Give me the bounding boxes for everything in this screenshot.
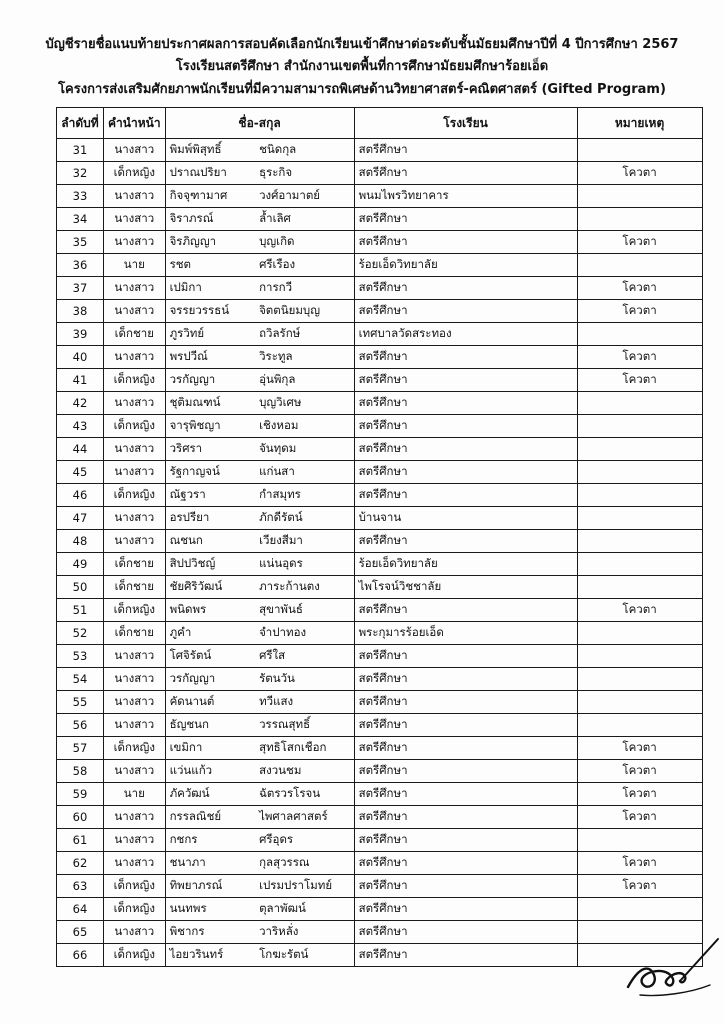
row-prefix: นางสาว bbox=[104, 530, 166, 553]
row-remark bbox=[577, 254, 702, 277]
table-row bbox=[57, 783, 703, 806]
row-school: สตรีศึกษา bbox=[354, 461, 577, 484]
row-last-name: ฉัตรวรโรจน bbox=[255, 783, 354, 806]
row-prefix: นางสาว bbox=[104, 806, 166, 829]
row-school: สตรีศึกษา bbox=[354, 599, 577, 622]
row-remark bbox=[577, 438, 702, 461]
row-remark bbox=[577, 530, 702, 553]
row-last-name: ธุระกิจ bbox=[255, 162, 354, 185]
row-last-name: เปรมปราโมทย์ bbox=[255, 875, 354, 898]
row-prefix: เด็กหญิง bbox=[104, 875, 166, 898]
row-number: 60 bbox=[57, 806, 104, 829]
row-school: สตรีศึกษา bbox=[354, 944, 577, 967]
row-first-name: จิรภิญญา bbox=[165, 231, 255, 254]
row-remark bbox=[577, 898, 702, 921]
row-remark: โควตา bbox=[577, 346, 702, 369]
table-row bbox=[57, 576, 703, 599]
table-row bbox=[57, 323, 703, 346]
row-prefix: นางสาว bbox=[104, 921, 166, 944]
row-remark: โควตา bbox=[577, 231, 702, 254]
row-prefix: เด็กหญิง bbox=[104, 162, 166, 185]
table-row bbox=[57, 415, 703, 438]
row-remark bbox=[577, 645, 702, 668]
row-last-name: สงวนชม bbox=[255, 760, 354, 783]
row-prefix: นางสาว bbox=[104, 714, 166, 737]
row-prefix: นางสาว bbox=[104, 829, 166, 852]
table-row bbox=[57, 691, 703, 714]
header-prefix: คำนำหน้า bbox=[104, 108, 166, 139]
row-prefix: นางสาว bbox=[104, 208, 166, 231]
row-prefix: นาย bbox=[104, 254, 166, 277]
row-number: 57 bbox=[57, 737, 104, 760]
row-first-name: ชุติมณฑน์ bbox=[165, 392, 255, 415]
row-last-name: บุญเกิด bbox=[255, 231, 354, 254]
row-remark bbox=[577, 576, 702, 599]
row-school: สตรีศึกษา bbox=[354, 415, 577, 438]
table-row bbox=[57, 599, 703, 622]
row-prefix: นางสาว bbox=[104, 300, 166, 323]
row-first-name: กรรลณิชย์ bbox=[165, 806, 255, 829]
table-row bbox=[57, 645, 703, 668]
row-number: 53 bbox=[57, 645, 104, 668]
row-first-name: รัฐกาญจน์ bbox=[165, 461, 255, 484]
row-number: 45 bbox=[57, 461, 104, 484]
table-row bbox=[57, 438, 703, 461]
row-remark: โควตา bbox=[577, 300, 702, 323]
row-number: 35 bbox=[57, 231, 104, 254]
row-first-name: เปมิกา bbox=[165, 277, 255, 300]
row-number: 32 bbox=[57, 162, 104, 185]
row-first-name: เขมิกา bbox=[165, 737, 255, 760]
table-header-row bbox=[57, 108, 703, 139]
row-prefix: นางสาว bbox=[104, 139, 166, 162]
row-first-name: ภัควัฒน์ bbox=[165, 783, 255, 806]
row-last-name: ศรีเรือง bbox=[255, 254, 354, 277]
row-remark: โควตา bbox=[577, 369, 702, 392]
table-row bbox=[57, 369, 703, 392]
row-last-name: กำสมุทร bbox=[255, 484, 354, 507]
row-last-name: วาริหลั่ง bbox=[255, 921, 354, 944]
row-school: สตรีศึกษา bbox=[354, 691, 577, 714]
row-prefix: เด็กชาย bbox=[104, 622, 166, 645]
row-school: บ้านจาน bbox=[354, 507, 577, 530]
row-first-name: คัดนานต์ bbox=[165, 691, 255, 714]
row-first-name: จารุพิชญา bbox=[165, 415, 255, 438]
row-last-name: ศรีอุดร bbox=[255, 829, 354, 852]
row-remark bbox=[577, 484, 702, 507]
row-number: 41 bbox=[57, 369, 104, 392]
row-remark bbox=[577, 507, 702, 530]
row-last-name: ตุลาพัฒน์ bbox=[255, 898, 354, 921]
row-school: สตรีศึกษา bbox=[354, 208, 577, 231]
table-row bbox=[57, 622, 703, 645]
row-first-name: ปราณปริยา bbox=[165, 162, 255, 185]
row-number: 56 bbox=[57, 714, 104, 737]
row-school: สตรีศึกษา bbox=[354, 737, 577, 760]
row-school: สตรีศึกษา bbox=[354, 346, 577, 369]
row-last-name: โกฆะรัตน์ bbox=[255, 944, 354, 967]
row-last-name: ถวิลรักษ์ bbox=[255, 323, 354, 346]
signature-icon bbox=[620, 935, 720, 1005]
row-school: สตรีศึกษา bbox=[354, 530, 577, 553]
student-list-table bbox=[56, 107, 703, 967]
row-first-name: โศจิรัตน์ bbox=[165, 645, 255, 668]
row-school: สตรีศึกษา bbox=[354, 898, 577, 921]
row-first-name: ทิพยาภรณ์ bbox=[165, 875, 255, 898]
row-last-name: จำปาทอง bbox=[255, 622, 354, 645]
row-number: 50 bbox=[57, 576, 104, 599]
row-first-name: วริศรา bbox=[165, 438, 255, 461]
row-remark: โควตา bbox=[577, 852, 702, 875]
row-prefix: นางสาว bbox=[104, 852, 166, 875]
table-row bbox=[57, 254, 703, 277]
row-remark bbox=[577, 622, 702, 645]
row-school: สตรีศึกษา bbox=[354, 438, 577, 461]
row-remark bbox=[577, 139, 702, 162]
table-row bbox=[57, 898, 703, 921]
row-prefix: นางสาว bbox=[104, 185, 166, 208]
row-number: 58 bbox=[57, 760, 104, 783]
row-number: 37 bbox=[57, 277, 104, 300]
table-row bbox=[57, 852, 703, 875]
table-row bbox=[57, 139, 703, 162]
table-row bbox=[57, 553, 703, 576]
row-remark: โควตา bbox=[577, 162, 702, 185]
row-number: 59 bbox=[57, 783, 104, 806]
table-row bbox=[57, 530, 703, 553]
row-remark: โควตา bbox=[577, 875, 702, 898]
table-row bbox=[57, 461, 703, 484]
row-number: 33 bbox=[57, 185, 104, 208]
row-first-name: กิจจุฑามาศ bbox=[165, 185, 255, 208]
row-last-name: วรรณสุทธิ์ bbox=[255, 714, 354, 737]
row-prefix: เด็กหญิง bbox=[104, 415, 166, 438]
row-number: 49 bbox=[57, 553, 104, 576]
row-prefix: เด็กหญิง bbox=[104, 737, 166, 760]
row-number: 36 bbox=[57, 254, 104, 277]
row-number: 52 bbox=[57, 622, 104, 645]
row-prefix: เด็กชาย bbox=[104, 323, 166, 346]
row-number: 40 bbox=[57, 346, 104, 369]
header-no: ลำดับที่ bbox=[57, 108, 104, 139]
row-school: สตรีศึกษา bbox=[354, 645, 577, 668]
row-first-name: ภูรวิทย์ bbox=[165, 323, 255, 346]
row-school: สตรีศึกษา bbox=[354, 162, 577, 185]
row-school: สตรีศึกษา bbox=[354, 806, 577, 829]
row-prefix: นางสาว bbox=[104, 691, 166, 714]
row-first-name: ภูคำ bbox=[165, 622, 255, 645]
row-remark: โควตา bbox=[577, 760, 702, 783]
row-remark: โควตา bbox=[577, 599, 702, 622]
row-last-name: สุขาพันธ์ bbox=[255, 599, 354, 622]
row-last-name: ไพศาลศาสตร์ bbox=[255, 806, 354, 829]
row-remark bbox=[577, 553, 702, 576]
row-school: พระกุมารร้อยเอ็ด bbox=[354, 622, 577, 645]
table-row bbox=[57, 737, 703, 760]
row-last-name: วิระทูล bbox=[255, 346, 354, 369]
row-first-name: จรรยวรรธน์ bbox=[165, 300, 255, 323]
row-prefix: นางสาว bbox=[104, 392, 166, 415]
row-first-name: วรกัญญา bbox=[165, 369, 255, 392]
row-first-name: ณชนก bbox=[165, 530, 255, 553]
row-school: สตรีศึกษา bbox=[354, 875, 577, 898]
row-school: สตรีศึกษา bbox=[354, 392, 577, 415]
row-first-name: ณัฐวรา bbox=[165, 484, 255, 507]
table-row bbox=[57, 392, 703, 415]
row-remark: โควตา bbox=[577, 277, 702, 300]
row-prefix: นางสาว bbox=[104, 507, 166, 530]
row-number: 31 bbox=[57, 139, 104, 162]
table-row bbox=[57, 829, 703, 852]
row-school: ไพโรจน์วิชชาลัย bbox=[354, 576, 577, 599]
row-school: สตรีศึกษา bbox=[354, 300, 577, 323]
row-number: 46 bbox=[57, 484, 104, 507]
row-last-name: ล้ำเลิศ bbox=[255, 208, 354, 231]
row-number: 63 bbox=[57, 875, 104, 898]
table-row bbox=[57, 507, 703, 530]
row-number: 51 bbox=[57, 599, 104, 622]
row-first-name: พรปวีณ์ bbox=[165, 346, 255, 369]
row-remark bbox=[577, 415, 702, 438]
row-remark bbox=[577, 208, 702, 231]
row-prefix: นางสาว bbox=[104, 277, 166, 300]
row-number: 54 bbox=[57, 668, 104, 691]
header-fullname: ชื่อ-สกุล bbox=[165, 108, 354, 139]
row-school: สตรีศึกษา bbox=[354, 369, 577, 392]
row-prefix: เด็กหญิง bbox=[104, 369, 166, 392]
row-school: สตรีศึกษา bbox=[354, 139, 577, 162]
row-first-name: จิราภรณ์ bbox=[165, 208, 255, 231]
row-prefix: นางสาว bbox=[104, 760, 166, 783]
row-remark bbox=[577, 668, 702, 691]
row-last-name: อุ่นพิกุล bbox=[255, 369, 354, 392]
row-last-name: ศรีใส bbox=[255, 645, 354, 668]
table-row bbox=[57, 875, 703, 898]
row-remark: โควตา bbox=[577, 806, 702, 829]
row-first-name: ชัยศิริวัฒน์ bbox=[165, 576, 255, 599]
row-remark bbox=[577, 829, 702, 852]
row-prefix: เด็กหญิง bbox=[104, 898, 166, 921]
table-row bbox=[57, 300, 703, 323]
row-school: สตรีศึกษา bbox=[354, 714, 577, 737]
table-row bbox=[57, 760, 703, 783]
row-last-name: จันทุดม bbox=[255, 438, 354, 461]
row-number: 64 bbox=[57, 898, 104, 921]
row-number: 48 bbox=[57, 530, 104, 553]
row-remark bbox=[577, 392, 702, 415]
row-last-name: ภาระก้านตง bbox=[255, 576, 354, 599]
row-prefix: นางสาว bbox=[104, 438, 166, 461]
row-school: สตรีศึกษา bbox=[354, 668, 577, 691]
row-number: 43 bbox=[57, 415, 104, 438]
row-number: 66 bbox=[57, 944, 104, 967]
row-prefix: เด็กหญิง bbox=[104, 599, 166, 622]
row-prefix: นางสาว bbox=[104, 346, 166, 369]
row-prefix: เด็กหญิง bbox=[104, 484, 166, 507]
row-first-name: ชนาภา bbox=[165, 852, 255, 875]
table-row bbox=[57, 162, 703, 185]
row-last-name: แก่นสา bbox=[255, 461, 354, 484]
table-row bbox=[57, 714, 703, 737]
document-title: บัญชีรายชื่อแนบท้ายประกาศผลการสอบคัดเลือกนักเรียนเข้าศึกษาต่อระดับชั้นมัธยมศึกษาปีที่ 4 ปีการศึกษา 2567 bbox=[45, 37, 679, 52]
table-row bbox=[57, 944, 703, 967]
row-remark bbox=[577, 714, 702, 737]
row-school: สตรีศึกษา bbox=[354, 783, 577, 806]
row-school: สตรีศึกษา bbox=[354, 277, 577, 300]
row-last-name: แน่นอุดร bbox=[255, 553, 354, 576]
school-subtitle: โรงเรียนสตรีศึกษา สำนักงานเขตพื้นที่การศึกษามัธยมศึกษาร้อยเอ็ด bbox=[175, 59, 549, 74]
row-prefix: นางสาว bbox=[104, 461, 166, 484]
row-prefix: เด็กชาย bbox=[104, 576, 166, 599]
row-number: 34 bbox=[57, 208, 104, 231]
row-first-name: ไอยวรินทร์ bbox=[165, 944, 255, 967]
row-first-name: สิปปวิชญ์ bbox=[165, 553, 255, 576]
row-last-name: เวียงสีมา bbox=[255, 530, 354, 553]
row-last-name: ชนิดกุล bbox=[255, 139, 354, 162]
row-first-name: อรปรียา bbox=[165, 507, 255, 530]
row-number: 38 bbox=[57, 300, 104, 323]
row-first-name: นนทพร bbox=[165, 898, 255, 921]
table-row bbox=[57, 231, 703, 254]
row-remark: โควตา bbox=[577, 737, 702, 760]
row-prefix: เด็กชาย bbox=[104, 553, 166, 576]
row-first-name: รชต bbox=[165, 254, 255, 277]
row-school: สตรีศึกษา bbox=[354, 829, 577, 852]
table-row bbox=[57, 346, 703, 369]
row-last-name: จิตตนิยมบุญ bbox=[255, 300, 354, 323]
row-number: 65 bbox=[57, 921, 104, 944]
row-last-name: กุลสุวรรณ bbox=[255, 852, 354, 875]
row-remark: โควตา bbox=[577, 783, 702, 806]
row-number: 61 bbox=[57, 829, 104, 852]
row-number: 62 bbox=[57, 852, 104, 875]
row-prefix: นางสาว bbox=[104, 231, 166, 254]
row-prefix: นางสาว bbox=[104, 645, 166, 668]
row-first-name: ธัญชนก bbox=[165, 714, 255, 737]
row-remark bbox=[577, 691, 702, 714]
row-first-name: พนิดพร bbox=[165, 599, 255, 622]
row-school: เทศบาลวัดสระทอง bbox=[354, 323, 577, 346]
row-remark bbox=[577, 185, 702, 208]
row-prefix: เด็กหญิง bbox=[104, 944, 166, 967]
row-first-name: แว่นแก้ว bbox=[165, 760, 255, 783]
row-last-name: ภักดีรัตน์ bbox=[255, 507, 354, 530]
row-remark bbox=[577, 461, 702, 484]
table-row bbox=[57, 806, 703, 829]
row-school: สตรีศึกษา bbox=[354, 760, 577, 783]
row-number: 47 bbox=[57, 507, 104, 530]
table-row bbox=[57, 484, 703, 507]
row-number: 44 bbox=[57, 438, 104, 461]
header-remark: หมายเหตุ bbox=[577, 108, 702, 139]
row-school: สตรีศึกษา bbox=[354, 921, 577, 944]
row-school: สตรีศึกษา bbox=[354, 484, 577, 507]
row-last-name: บุญวิเศษ bbox=[255, 392, 354, 415]
row-last-name: วงศ์อามาตย์ bbox=[255, 185, 354, 208]
row-last-name: สุทธิโสกเชือก bbox=[255, 737, 354, 760]
row-school: สตรีศึกษา bbox=[354, 231, 577, 254]
row-number: 42 bbox=[57, 392, 104, 415]
row-last-name: เชิงหอม bbox=[255, 415, 354, 438]
table-row bbox=[57, 185, 703, 208]
row-last-name: รัตนวัน bbox=[255, 668, 354, 691]
row-number: 39 bbox=[57, 323, 104, 346]
row-last-name: การกวี bbox=[255, 277, 354, 300]
row-prefix: นางสาว bbox=[104, 668, 166, 691]
table-row bbox=[57, 921, 703, 944]
row-first-name: พิชากร bbox=[165, 921, 255, 944]
row-school: พนมไพรวิทยาคาร bbox=[354, 185, 577, 208]
row-last-name: ทวีแสง bbox=[255, 691, 354, 714]
row-number: 55 bbox=[57, 691, 104, 714]
row-first-name: กชกร bbox=[165, 829, 255, 852]
table-row bbox=[57, 668, 703, 691]
row-prefix: นาย bbox=[104, 783, 166, 806]
table-row bbox=[57, 277, 703, 300]
table-row bbox=[57, 208, 703, 231]
row-school: สตรีศึกษา bbox=[354, 852, 577, 875]
row-remark bbox=[577, 323, 702, 346]
header-school: โรงเรียน bbox=[354, 108, 577, 139]
row-school: ร้อยเอ็ดวิทยาลัย bbox=[354, 553, 577, 576]
row-school: ร้อยเอ็ดวิทยาลัย bbox=[354, 254, 577, 277]
program-subtitle: โครงการส่งเสริมศักยภาพนักเรียนที่มีความสามารถพิเศษด้านวิทยาศาสตร์-คณิตศาสตร์ (Gifted Program) bbox=[58, 82, 666, 97]
row-first-name: พิมพ์พิสุทธิ์ bbox=[165, 139, 255, 162]
row-first-name: วรกัญญา bbox=[165, 668, 255, 691]
